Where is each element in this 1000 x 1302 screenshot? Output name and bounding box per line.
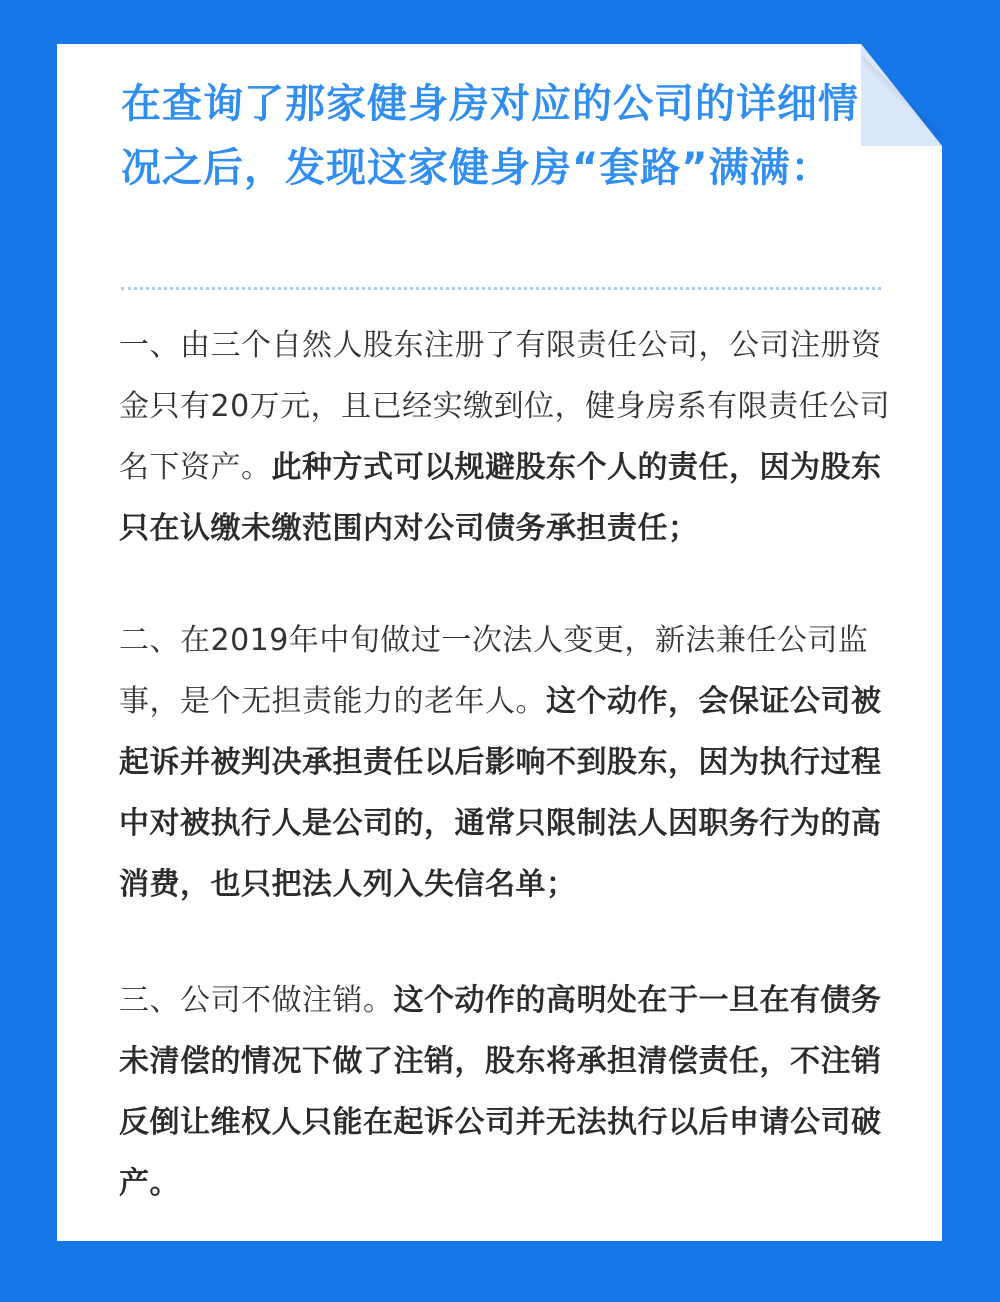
paragraph-3-plain: 三、公司不做注销。 [119,983,394,1018]
paragraph-3-bold: 这个动作的高明处在于一旦在有债务未清偿的情况下做了注销，股东将承担清偿责任，不注销反倒让维权人只能在起诉公司并无法执行以后申请公司破产。 [119,983,882,1201]
paragraph-2-plain: 二、在2019年中旬做过一次法人变更，新法兼任公司监事，是个无担责能力的老年人。 [119,623,869,719]
paragraph-3 [119,970,904,1214]
paragraph-1 [119,315,904,559]
folded-corner [861,44,942,146]
paragraph-2-bold: 这个动作，会保证公司被起诉并被判决承担责任以后影响不到股东，因为执行过程中对被执行人是公司的，通常只限制法人因职务行为的高消费，也只把法人列入失信名单； [119,684,882,902]
paragraph-1-bold: 此种方式可以规避股东个人的责任，因为股东只在认缴未缴范围内对公司债务承担责任； [119,450,882,546]
dotted-divider [121,287,881,290]
paragraph-1-plain: 一、由三个自然人股东注册了有限责任公司，公司注册资金只有20万元，且已经实缴到位，健身房系有限责任公司名下资产。 [119,328,891,485]
paragraph-2 [119,610,904,915]
article-title: 在查询了那家健身房对应的公司的详细情况之后，发现这家健身房“套路”满满： [121,81,859,191]
